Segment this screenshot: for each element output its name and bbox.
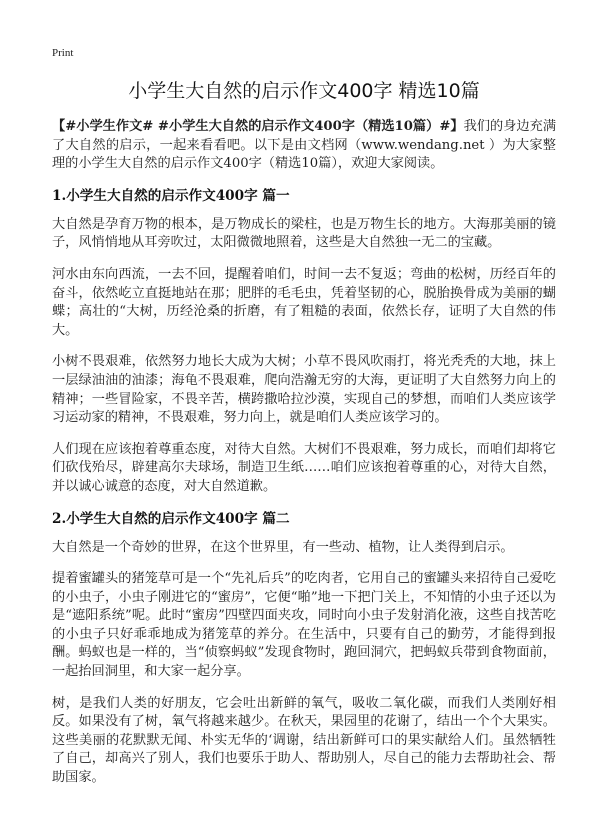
intro-tag-line: 【#小学生作文# #小学生大自然的启示作文400字（精选10篇）#】: [52, 119, 464, 134]
print-label[interactable]: Print: [52, 47, 74, 59]
paragraph: 大自然是孕育万物的根本，是万物成长的梁柱，也是万物生长的地方。大海那美丽的镜子，风悄悄地从耳旁吹过，太阳微微地照着，这些是大自然独一无二的宝藏。: [52, 216, 556, 251]
document-body: [52, 118, 556, 801]
paragraph: 小树不畏艰难，依然努力地长大成为大树；小草不畏风吹雨打，将光秃秃的大地，抹上一层绿油油的油漆；海龟不畏艰难，爬向浩瀚无穷的大海，更证明了大自然努力向上的精神；一些冒险家，不畏辛苦，横跨撒哈拉沙漠，实现自己的梦想，而咱们人类应该学习运动家的精神，不畏艰难，努力向上，就是咱们人类应该学习的。: [52, 354, 556, 426]
paragraph: 大自然是一个奇妙的世界，在这个世界里，有一些动、植物，让人类得到启示。: [52, 539, 514, 555]
paragraph: 树，是我们人类的好朋友，它会吐出新鲜的氧气，吸收二氧化碳，而我们人类刚好相反。如果没有了树，氧气将越来越少。在秋天，果园里的花谢了，结出一个个大果实。这些美丽的花默默无闻、朴实无华的‘调谢，结出新鲜可口的果实献给人们。虽然牺牲了自己，却高兴了别人，我们也要乐于助人、帮助别人，尽自己的能力去帮助社会、帮助国家。: [52, 695, 556, 786]
paragraph: 提着蜜罐头的猪笼草可是一个“先礼后兵”的吃肉者，它用自己的蜜罐头来招待自己爱吃的小虫子，小虫子刚进它的“蜜房”，它便“啪”地一下把门关上，不知情的小虫子还以为是“遮阳系统”呢。此时“蜜房”四壁四面夹攻，同时向小虫子发射消化液，这些自找苦吃的小虫子只好乖乖地成为猪笼草的养分。在生活中，只要有自己的勤劳，才能得到报酬。蚂蚁也是一样的，当“侦察蚂蚁”发现食物时，跑回洞穴，把蚂蚁兵带到食物面前，一起抬回洞里，和大家一起分享。: [52, 571, 556, 680]
section-heading-2: 2.小学生大自然的启示作文400字 篇二: [52, 510, 290, 527]
page-title: 小学生大自然的启示作文400字 精选10篇: [128, 80, 480, 102]
paragraph: 人们现在应该抱着尊重态度，对待大自然。大树们不畏艰难，努力成长，而咱们却将它们砍伐殆尽，辟建高尔夫球场，制造卫生纸……咱们应该抱着尊重的心，对待大自然，并以诚心诚意的态度，对大自然道歉。: [52, 441, 556, 494]
section-heading-1: 1.小学生大自然的启示作文400字 篇一: [52, 187, 290, 204]
intro-paragraph: [52, 118, 556, 174]
paragraph: 河水由东向西流，一去不回，提醒着咱们，时间一去不复返；弯曲的松树，历经百年的奋斗，依然屹立直挺地站在那；肥胖的毛毛虫，凭着坚韧的心，脱胎换骨成为美丽的蝴蝶；高壮的“大树，历经沧桑的折磨，有了粗糙的表面，依然长存，证明了大自然的伟大。: [52, 266, 556, 338]
intro-text: 我们的身边充满了大自然的启示，一起来看看吧。以下是由文档网（www.wendang.net ）为大家整理的小学生大自然的启示作文400字（精选10篇），欢迎大家阅读。: [52, 119, 557, 172]
